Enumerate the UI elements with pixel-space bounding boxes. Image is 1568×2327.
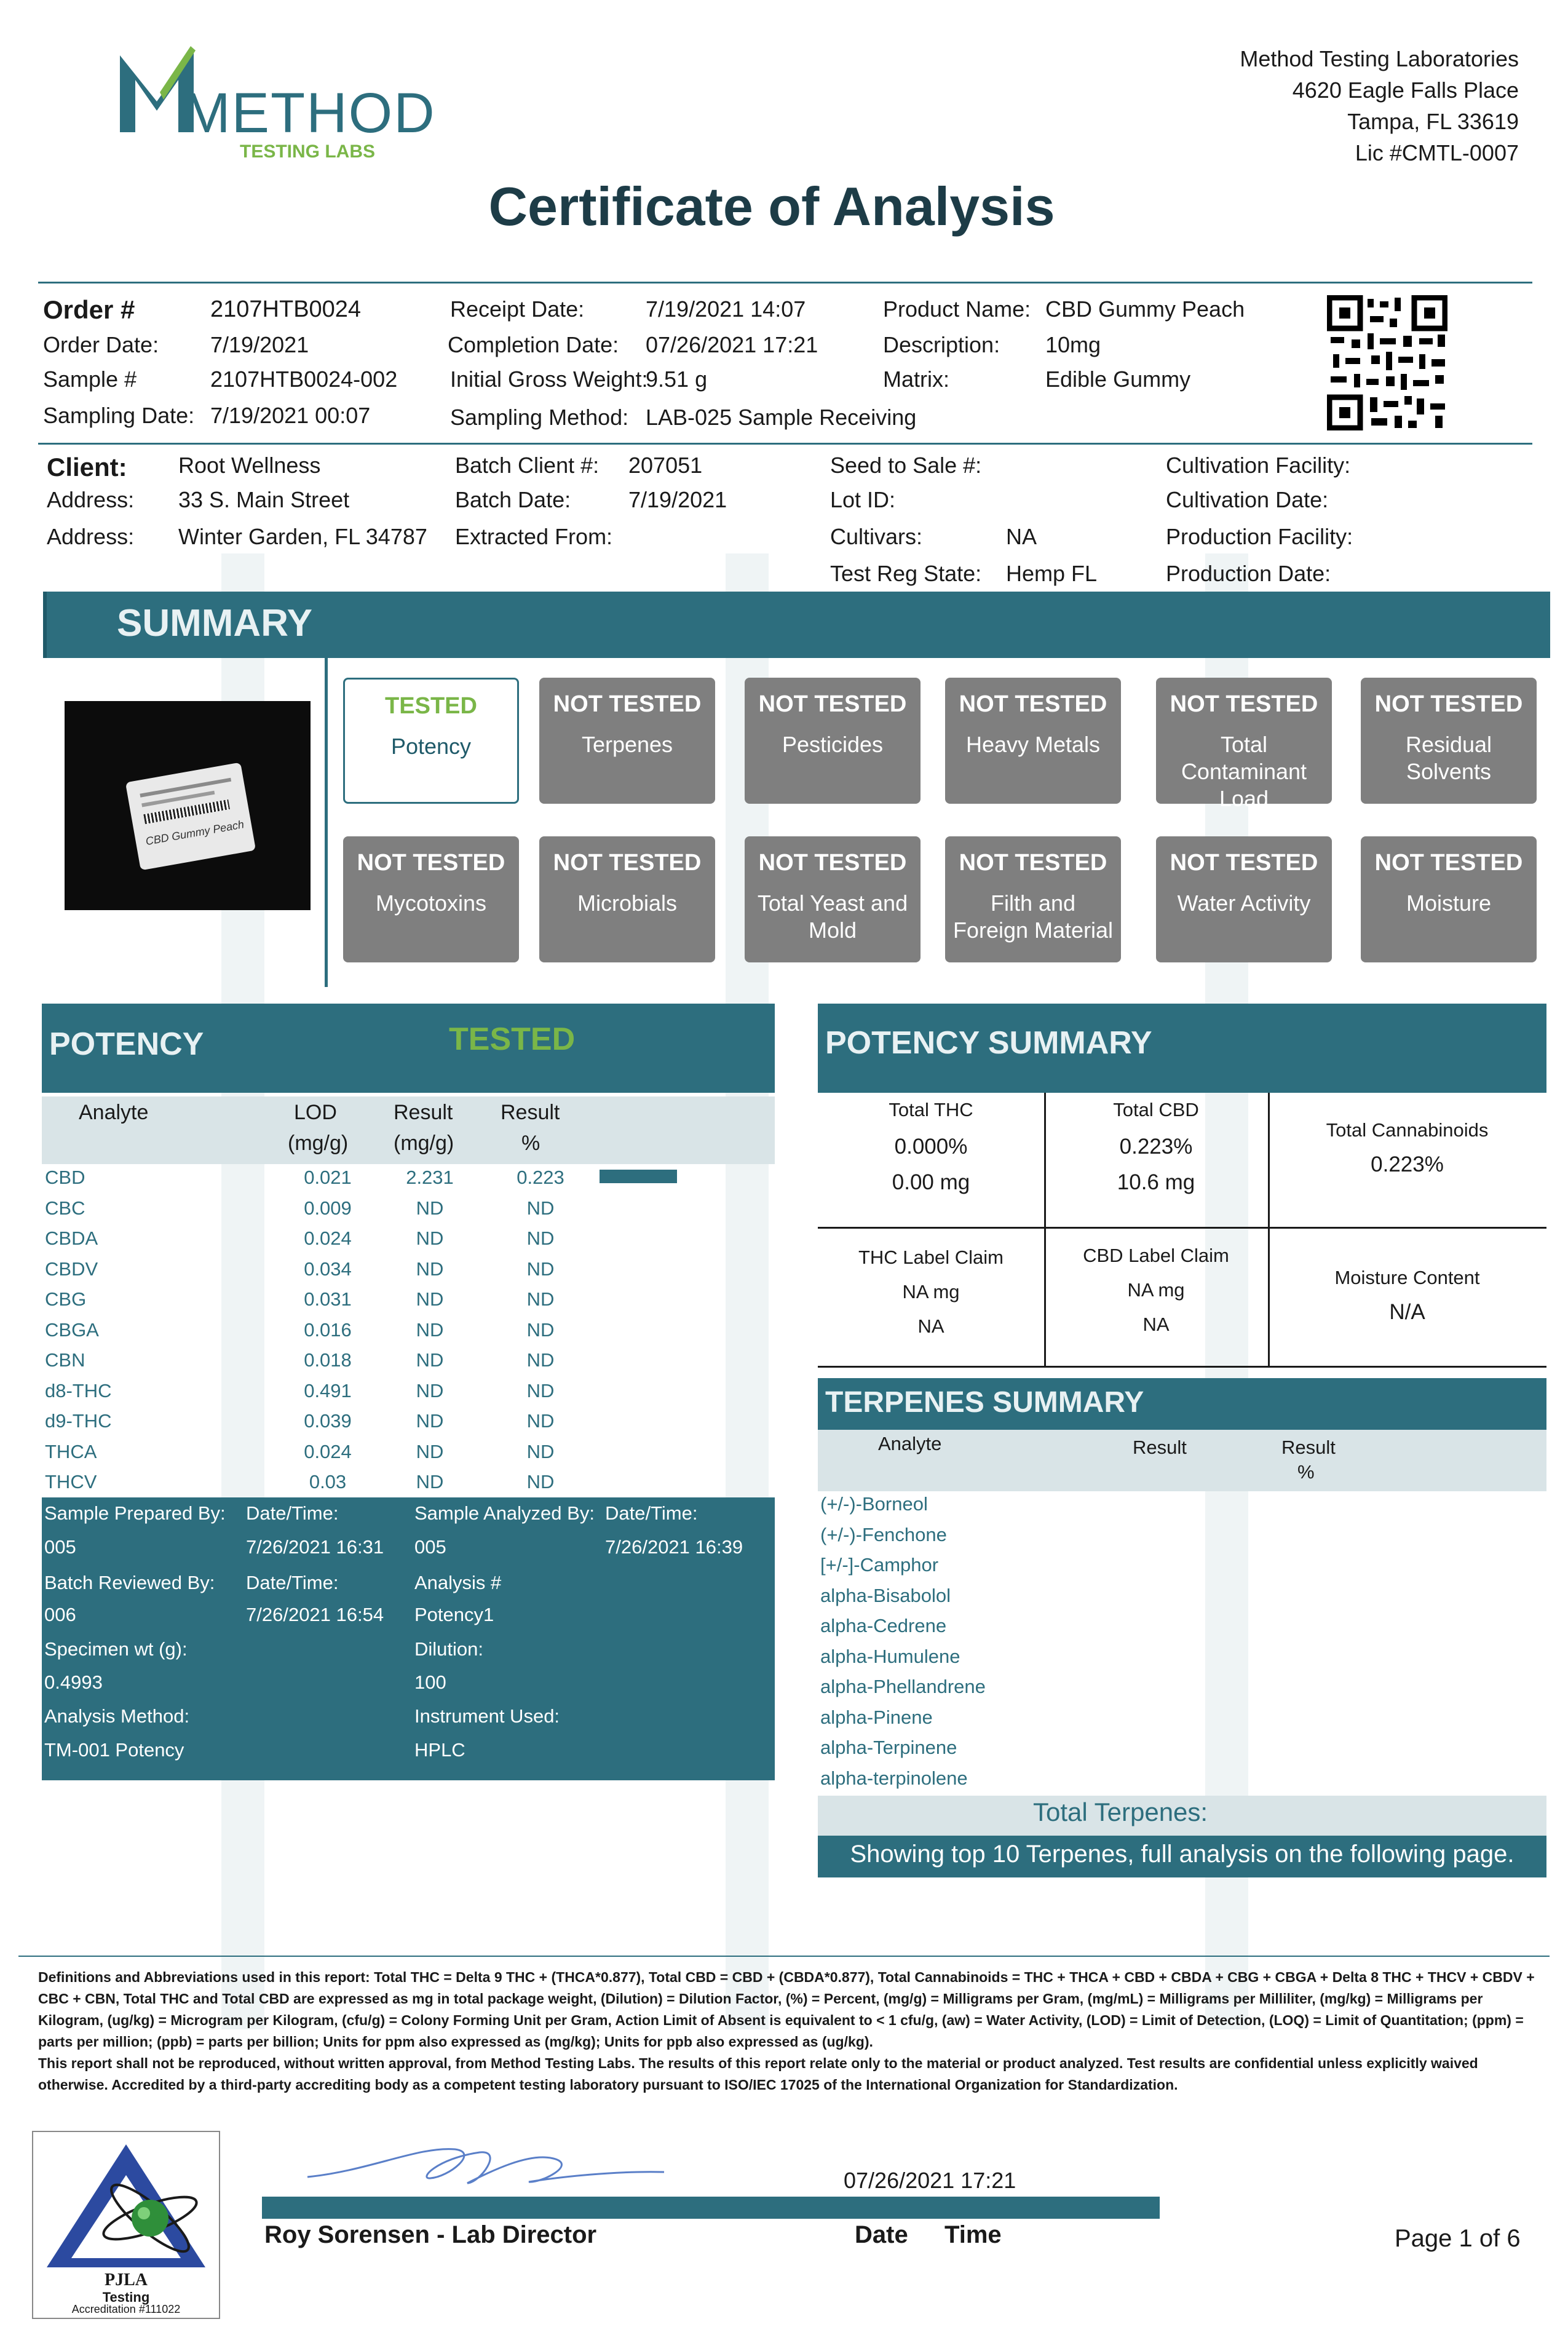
- batch-date-value: 7/19/2021: [628, 487, 727, 512]
- cell-analyte: CBD: [45, 1167, 85, 1188]
- summary-tile: [945, 836, 1121, 962]
- col-analyte: Analyte: [79, 1101, 149, 1124]
- specimen-wt-value: 0.4993: [44, 1671, 103, 1693]
- cell-pct: ND: [526, 1318, 555, 1341]
- list-item: alpha-Pinene: [820, 1706, 933, 1728]
- table-row: [43, 1408, 775, 1438]
- tile-status: NOT TESTED: [357, 850, 505, 876]
- logo-text: METHOD: [183, 82, 436, 145]
- cell-pct: ND: [526, 1349, 555, 1371]
- tile-name: Mycotoxins: [375, 890, 487, 916]
- thc-claim-na: NA: [917, 1315, 944, 1337]
- tile-name: Pesticides: [782, 732, 884, 757]
- potency-status: TESTED: [449, 1021, 576, 1057]
- cell-result: ND: [416, 1318, 444, 1341]
- production-facility-label: Production Facility:: [1166, 524, 1353, 549]
- table-row: [43, 1286, 775, 1316]
- summary-tile: [1156, 678, 1332, 811]
- total-cbd-mg: 10.6 mg: [1117, 1170, 1195, 1194]
- cell-lod: 0.024: [304, 1227, 352, 1249]
- order-date-label: Order Date:: [43, 332, 159, 357]
- list-item: [+/-]-Camphor: [820, 1554, 939, 1576]
- result-bar: [600, 1170, 677, 1183]
- cell-analyte: CBG: [45, 1288, 87, 1310]
- cell-pct: ND: [526, 1379, 555, 1401]
- thc-claim-label: THC Label Claim: [858, 1247, 1004, 1268]
- cell-analyte: d9-THC: [45, 1410, 112, 1432]
- analysis-label: Analysis #: [414, 1572, 502, 1593]
- cell-analyte: CBC: [45, 1197, 85, 1219]
- date-label: Date: [855, 2221, 908, 2248]
- signer-name: Roy Sorensen - Lab Director: [264, 2221, 597, 2248]
- cell-result: ND: [416, 1379, 444, 1401]
- summary-tile: [343, 836, 519, 962]
- address-value: 33 S. Main Street: [178, 487, 350, 512]
- terpenes-note: Showing top 10 Terpenes, full analysis on the following page.: [850, 1841, 1515, 1868]
- summary-tile: [745, 836, 921, 962]
- summary-tile: [1361, 836, 1537, 962]
- analyzed-by-value: 005: [414, 1536, 446, 1558]
- footnote-separator: [18, 1956, 1550, 1957]
- total-thc: [818, 1099, 1044, 1195]
- summary-tile: [1156, 836, 1332, 962]
- prepared-by-value: 005: [44, 1536, 76, 1558]
- divider: [38, 443, 1532, 445]
- cell-lod: 0.491: [304, 1379, 352, 1401]
- cell-result: ND: [416, 1440, 444, 1462]
- cultivation-facility-label: Cultivation Facility:: [1166, 453, 1351, 478]
- lab-address: [1240, 43, 1519, 168]
- client-value: Root Wellness: [178, 453, 321, 478]
- sample-photo-label: CBD Gummy Peach: [145, 818, 245, 848]
- list-item: alpha-Humulene: [820, 1645, 960, 1667]
- tile-name: Water Activity: [1177, 890, 1311, 916]
- batch-date-label: Batch Date:: [455, 487, 571, 512]
- analysis-method-value: TM-001 Potency: [44, 1739, 184, 1761]
- cell-result: ND: [416, 1471, 444, 1493]
- summary-heading: SUMMARY: [117, 602, 313, 644]
- col-lod-unit: (mg/g): [288, 1132, 349, 1155]
- cbd-claim-mg: NA mg: [1127, 1279, 1185, 1301]
- total-cbd: [1044, 1099, 1268, 1195]
- description-value: 10mg: [1045, 332, 1101, 357]
- tile-name: Heavy Metals: [965, 732, 1101, 757]
- client-label: Client:: [47, 453, 127, 482]
- signature: [295, 2134, 676, 2202]
- summary-divider: [325, 658, 328, 987]
- completion-date-value: 07/26/2021 17:21: [646, 332, 818, 357]
- moisture-label: Moisture Content: [1334, 1267, 1480, 1288]
- list-item: (+/-)-Borneol: [820, 1493, 928, 1515]
- lot-id-label: Lot ID:: [830, 487, 896, 512]
- cell-result: ND: [416, 1410, 444, 1432]
- analysis-value: Potency1: [414, 1604, 494, 1625]
- cultivars-value: NA: [1006, 524, 1037, 549]
- pjla-accreditation: Accreditation #111022: [71, 2303, 181, 2315]
- potency-heading: POTENCY: [49, 1026, 204, 1062]
- terp-col-result-pct: Result: [1281, 1437, 1336, 1458]
- table-row: [43, 1195, 775, 1225]
- pjla-name: PJLA: [105, 2270, 148, 2289]
- list-item: alpha-terpinolene: [820, 1767, 968, 1789]
- cell-pct: ND: [526, 1410, 555, 1432]
- thc-label-claim: [818, 1247, 1044, 1338]
- production-date-label: Production Date:: [1166, 561, 1331, 586]
- qr-code[interactable]: [1327, 295, 1447, 430]
- address2-label: Address:: [47, 524, 135, 549]
- dilution-label: Dilution:: [414, 1638, 483, 1660]
- batch-client-label: Batch Client #:: [455, 453, 600, 478]
- col-lod: LOD: [294, 1101, 337, 1124]
- reviewed-datetime-value: 7/26/2021 16:54: [246, 1604, 384, 1625]
- tile-name: Microbials: [577, 890, 678, 916]
- cell-result: ND: [416, 1349, 444, 1371]
- sample-label: Sample #: [43, 367, 137, 392]
- list-item: alpha-Bisabolol: [820, 1584, 951, 1606]
- specimen-wt-label: Specimen wt (g):: [44, 1638, 188, 1660]
- terp-col-result: Result: [1133, 1437, 1187, 1458]
- tile-name: Terpenes: [581, 732, 673, 757]
- analyzed-by-label: Sample Analyzed By:: [414, 1502, 595, 1524]
- cbd-claim-na: NA: [1142, 1314, 1170, 1335]
- product-name-label: Product Name:: [883, 296, 1031, 322]
- tile-status: NOT TESTED: [959, 850, 1107, 876]
- tile-status: NOT TESTED: [1170, 691, 1318, 717]
- order-value: 2107HTB0024: [210, 296, 362, 322]
- cell-lod: 0.016: [304, 1318, 352, 1341]
- cell-lod: 0.031: [304, 1288, 352, 1310]
- cell-analyte: CBN: [45, 1349, 85, 1371]
- reviewed-datetime-label: Date/Time:: [246, 1572, 339, 1593]
- table-row: [43, 1347, 775, 1377]
- total-thc-pct: 0.000%: [894, 1135, 968, 1159]
- cell-lod: 0.039: [304, 1410, 352, 1432]
- order-date-value: 7/19/2021: [210, 332, 309, 357]
- gross-weight-value: 9.51 g: [646, 367, 708, 392]
- reviewed-by-value: 006: [44, 1604, 76, 1625]
- tile-name: Moisture: [1406, 890, 1492, 916]
- tile-status: NOT TESTED: [758, 691, 907, 717]
- cultivation-date-label: Cultivation Date:: [1166, 487, 1329, 512]
- total-cannabinoids: [1268, 1119, 1546, 1177]
- cell-lod: 0.024: [304, 1440, 352, 1462]
- prep-datetime-label: Date/Time:: [246, 1502, 339, 1524]
- receipt-date-value: 7/19/2021 14:07: [646, 296, 806, 322]
- analyzed-datetime-value: 7/26/2021 16:39: [605, 1536, 743, 1558]
- tile-name: Total Contaminant Load: [1181, 732, 1307, 811]
- cell-analyte: THCV: [45, 1471, 97, 1493]
- cell-lod: 0.03: [309, 1471, 347, 1493]
- lab-license: Lic #CMTL-0007: [1355, 140, 1519, 165]
- cell-result: 2.231: [406, 1167, 454, 1188]
- tile-status: NOT TESTED: [1374, 691, 1523, 717]
- cell-result: ND: [416, 1227, 444, 1249]
- footnote-definitions: Definitions and Abbreviations used in this report: Total THC = Delta 9 THC + (THCA*0.877), Total CBD = CBD + (CBDA*0.877), Total Cannabinoids = THC + THCA + CBD + CBDA + CBG + CBGA + Delta 8 THC + THCV + CBDV + CBC + CBN, Total THC and Total CBD are expressed as mg in total package weight, (Dilution) = Dilution Factor, (%) = Percent, (mg/g) = Milligrams per Gram, (mg/mL) = Milligrams per Milliliter, (mg/kg) = Milligrams per Kilogram, (ug/kg) = Microgram per Kilogram, (cfu/g) = Colony Forming Unit per Gram, Action Limit of Absent is equivalent to < 1 cfu/g, (aw) = Water Activity, (LOD) = Limit of Detection, (LOQ) = Limit of Quantitation; (ppm) = parts per million; (ppb) = parts per billion; Units for ppm also expressed as (mg/kg); Units for ppb also expressed as (ug/kg).: [38, 1969, 1535, 2050]
- tile-status: NOT TESTED: [553, 691, 702, 717]
- table-row: [43, 1225, 775, 1255]
- address-label: Address:: [47, 487, 135, 512]
- tile-status: NOT TESTED: [553, 850, 702, 876]
- cultivars-label: Cultivars:: [830, 524, 923, 549]
- tile-status: NOT TESTED: [1374, 850, 1523, 876]
- page-title: Certificate of Analysis: [488, 176, 1055, 237]
- sample-photo: [65, 701, 311, 910]
- lab-name: Method Testing Laboratories: [1240, 46, 1519, 71]
- total-terpenes-label: Total Terpenes:: [1033, 1798, 1208, 1826]
- tile-status: NOT TESTED: [1170, 850, 1318, 876]
- analysis-method-label: Analysis Method:: [44, 1705, 190, 1727]
- list-item: alpha-Phellandrene: [820, 1676, 986, 1697]
- batch-client-value: 207051: [628, 453, 703, 478]
- cell-pct: ND: [526, 1288, 555, 1310]
- table-row: [43, 1378, 775, 1408]
- logo-subtext: TESTING LABS: [240, 141, 376, 162]
- seed-to-sale-label: Seed to Sale #:: [830, 453, 982, 478]
- list-item: (+/-)-Fenchone: [820, 1523, 947, 1545]
- cell-lod: 0.034: [304, 1258, 352, 1280]
- cell-lod: 0.009: [304, 1197, 352, 1219]
- cell-pct: ND: [526, 1471, 555, 1493]
- cell-pct: ND: [526, 1227, 555, 1249]
- prep-datetime-value: 7/26/2021 16:31: [246, 1536, 384, 1558]
- moisture-value: N/A: [1389, 1300, 1425, 1324]
- table-row: [43, 1317, 775, 1347]
- test-reg-state-value: Hemp FL: [1006, 561, 1098, 586]
- total-thc-mg: 0.00 mg: [892, 1170, 970, 1194]
- sampling-date-label: Sampling Date:: [43, 403, 195, 428]
- tile-name: Potency: [390, 734, 472, 759]
- signature-bar: [262, 2197, 1160, 2219]
- sample-value: 2107HTB0024-002: [210, 367, 398, 392]
- lab-address-line1: 4620 Eagle Falls Place: [1292, 77, 1519, 103]
- pjla-logo: [32, 2131, 220, 2319]
- address2-value: Winter Garden, FL 34787: [178, 524, 427, 549]
- tile-status: TESTED: [385, 693, 477, 719]
- summary-tile: [539, 836, 715, 962]
- cell-pct: ND: [526, 1440, 555, 1462]
- cell-result: ND: [416, 1197, 444, 1219]
- cell-result: ND: [416, 1258, 444, 1280]
- summary-tile: [1361, 678, 1537, 804]
- col-result: Result: [394, 1101, 453, 1124]
- sampling-method-label: Sampling Method:: [450, 405, 629, 430]
- tile-name: Total Yeast and Mold: [757, 890, 908, 943]
- potency-summary-heading: POTENCY SUMMARY: [825, 1025, 1152, 1061]
- cell-lod: 0.021: [304, 1167, 352, 1188]
- total-cannabinoids-label: Total Cannabinoids: [1326, 1119, 1489, 1141]
- cell-result: ND: [416, 1288, 444, 1310]
- table-row: [43, 1256, 775, 1286]
- instrument-label: Instrument Used:: [414, 1705, 560, 1727]
- signature-datetime: 07/26/2021 17:21: [844, 2168, 1016, 2193]
- completion-date-label: Completion Date:: [448, 332, 619, 357]
- total-cbd-label: Total CBD: [1113, 1099, 1199, 1120]
- cell-analyte: CBGA: [45, 1318, 99, 1341]
- moisture-content: [1268, 1267, 1546, 1325]
- list-item: alpha-Terpinene: [820, 1737, 957, 1758]
- total-thc-label: Total THC: [889, 1099, 973, 1120]
- reviewed-by-label: Batch Reviewed By:: [44, 1572, 215, 1593]
- extracted-from-label: Extracted From:: [455, 524, 613, 549]
- lab-address-line2: Tampa, FL 33619: [1347, 109, 1519, 134]
- terp-col-result-pct-unit: %: [1297, 1461, 1315, 1483]
- cell-pct: ND: [526, 1197, 555, 1219]
- time-label: Time: [944, 2221, 1002, 2248]
- tile-status: NOT TESTED: [758, 850, 907, 876]
- col-result-pct-unit: %: [521, 1132, 540, 1155]
- analyzed-datetime-label: Date/Time:: [605, 1502, 698, 1524]
- product-name-value: CBD Gummy Peach: [1045, 296, 1245, 322]
- lab-logo: [117, 43, 436, 166]
- summary-tile: [945, 678, 1121, 804]
- cell-pct: 0.223: [517, 1167, 564, 1188]
- receipt-date-label: Receipt Date:: [450, 296, 585, 322]
- cell-analyte: CBDV: [45, 1258, 98, 1280]
- tile-name: Residual Solvents: [1405, 732, 1492, 784]
- cell-pct: ND: [526, 1258, 555, 1280]
- divider: [38, 282, 1532, 283]
- terpenes-heading: TERPENES SUMMARY: [825, 1386, 1144, 1419]
- cell-analyte: CBDA: [45, 1227, 98, 1249]
- cbd-label-claim: [1044, 1245, 1268, 1336]
- gross-weight-label: Initial Gross Weight:: [450, 367, 648, 392]
- tile-name: Filth and Foreign Material: [952, 890, 1114, 943]
- list-item: alpha-Cedrene: [820, 1615, 947, 1636]
- tile-status: NOT TESTED: [959, 691, 1107, 717]
- matrix-value: Edible Gummy: [1045, 367, 1191, 392]
- cell-analyte: THCA: [45, 1440, 97, 1462]
- matrix-label: Matrix:: [883, 367, 949, 392]
- total-cbd-pct: 0.223%: [1119, 1135, 1193, 1159]
- cell-analyte: d8-THC: [45, 1379, 112, 1401]
- page-number: Page 1 of 6: [1395, 2225, 1521, 2252]
- total-cannabinoids-pct: 0.223%: [1371, 1152, 1444, 1176]
- terp-col-analyte: Analyte: [878, 1433, 942, 1454]
- col-result-pct: Result: [501, 1101, 560, 1124]
- test-reg-state-label: Test Reg State:: [830, 561, 982, 586]
- summary-tile: [539, 678, 715, 804]
- cell-lod: 0.018: [304, 1349, 352, 1371]
- pjla-testing: Testing: [102, 2289, 150, 2305]
- prepared-by-label: Sample Prepared By:: [44, 1502, 226, 1524]
- description-label: Description:: [883, 332, 1000, 357]
- sampling-method-value: LAB-025 Sample Receiving: [646, 405, 917, 430]
- instrument-value: HPLC: [414, 1739, 465, 1761]
- col-result-unit: (mg/g): [394, 1132, 454, 1155]
- cbd-claim-label: CBD Label Claim: [1083, 1245, 1229, 1266]
- thc-claim-mg: NA mg: [902, 1281, 960, 1302]
- summary-tile: [343, 678, 519, 804]
- footnote-disclaimer: This report shall not be reproduced, without written approval, from Method Testing Labs. The results of this report relate only to the material or product analyzed. Test results are confidential unless explicitly waived otherwise. Accredited by a third-party accrediting body as a competent testing laboratory pursuant to ISO/IEC 17025 of the International Organization for Standardization.: [38, 2055, 1478, 2093]
- table-row: [43, 1469, 775, 1499]
- sampling-date-value: 7/19/2021 00:07: [210, 403, 371, 428]
- dilution-value: 100: [414, 1671, 446, 1693]
- summary-tile: [745, 678, 921, 804]
- order-label: Order #: [43, 295, 135, 324]
- table-row: [43, 1438, 775, 1469]
